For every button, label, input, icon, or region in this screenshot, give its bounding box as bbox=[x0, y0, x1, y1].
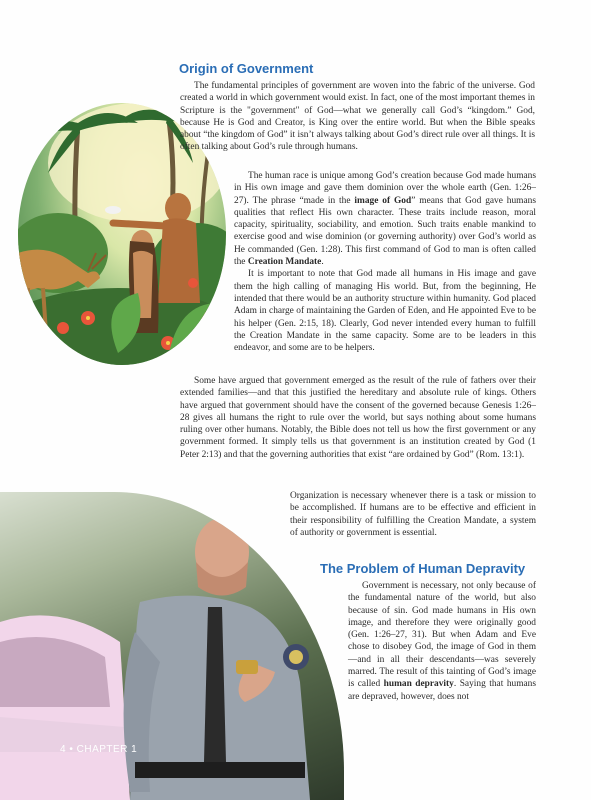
paragraph-text: The human race is unique among God’s creation because God made humans in His own image and gave them dominion over the whole earth (Gen. 1:26–27). The phrase “made in the bbox=[234, 171, 536, 206]
term-creation-mandate: Creation Mandate bbox=[247, 257, 322, 268]
paragraph-text: Some have argued that government emerged as the result of the rule of fathers over their extended families—and that this justified the hereditary and absolute rule of kings. Others have argued that government should have the consent of the governed because Genesis 1:26–28 gives all humans the right to rule over the world, but says nothing about some humans ruling over other humans. Notably, the Bible does not tell us how the first government or any government formed. It simply tells us that government is an institution created by God (1 Peter 2:13) and that the governing authorities that exist “are ordained by God” (Rom. 13:1). bbox=[180, 376, 536, 460]
section-body-origin bbox=[180, 80, 535, 154]
paragraph-text: . bbox=[321, 257, 324, 268]
section-body-origin-4 bbox=[290, 490, 536, 539]
section-heading-origin: Origin of Government bbox=[179, 61, 314, 76]
paragraph bbox=[348, 580, 536, 703]
paragraph-text: It is important to note that God made all humans in His image and gave them the high calling of managing His world. But, from the beginning, He intended that there would be an authority structure within humanity. God placed Adam in charge of maintaining the Garden of Eden, and He appointed Eve to be his helper (Gen. 2:15, 18). Clearly, God never intended every human to fulfill the Creation Mandate in the same capacity. Some are to be leaders in this endeavor, and some are to be helpers. bbox=[234, 269, 536, 354]
section-body-origin-2 bbox=[234, 170, 536, 354]
paragraph-text: ” means that God gave humans qualities that reflect His own character. These traits include reason, moral capacity, spirituality, sociability, and emotion. Such traits enable mankind to exercise good and wise dominion (or governing authority) over God’s world as He commanded (Gen. 1:28). This first command of God to man is often called the bbox=[234, 195, 536, 268]
paragraph bbox=[234, 268, 536, 354]
paragraph-text: Organization is necessary whenever there is a task or mission to be accomplished. If humans are to be effective and efficient in their responsibility of fulfilling the Creation Mandate, a system of authority or government is essential. bbox=[290, 491, 536, 538]
term-image-of-god: image of God bbox=[354, 195, 412, 206]
paragraph-text: The fundamental principles of government are woven into the fabric of the universe. God created a world in which government would exist. In fact, one of the most important themes in Scripture is the "government" of God—what we generally call God’s “kingdom.” God, because He is God and Creator, is King over the entire world. But when the Bible speaks about “the kingdom of God” it isn’t always talking about God’s direct rule over all things. It is often talking about God’s rule through humans. bbox=[180, 81, 535, 153]
paragraph-text: . Saying that humans are depraved, however, does not bbox=[348, 679, 536, 702]
section-heading-depravity: The Problem of Human Depravity bbox=[320, 561, 526, 576]
section-body-depravity bbox=[348, 580, 536, 703]
section-body-origin-3 bbox=[180, 375, 536, 461]
paragraph bbox=[180, 80, 535, 154]
paragraph-text: Government is necessary, not only because of the fundamental nature of the world, but also because of sin. God made humans in His own image, and therefore they were originally good (Gen. 1:26–27, 31). But when Adam and Eve chose to disobey God, the image of God in them—and in all their descendants—was severely marred. The result of this tainting of God’s image is called bbox=[348, 581, 536, 690]
paragraph bbox=[234, 170, 536, 268]
paragraph bbox=[180, 375, 536, 461]
paragraph bbox=[290, 490, 536, 539]
page-footer: 4 • CHAPTER 1 bbox=[60, 744, 138, 755]
term-human-depravity: human depravity bbox=[383, 679, 454, 690]
